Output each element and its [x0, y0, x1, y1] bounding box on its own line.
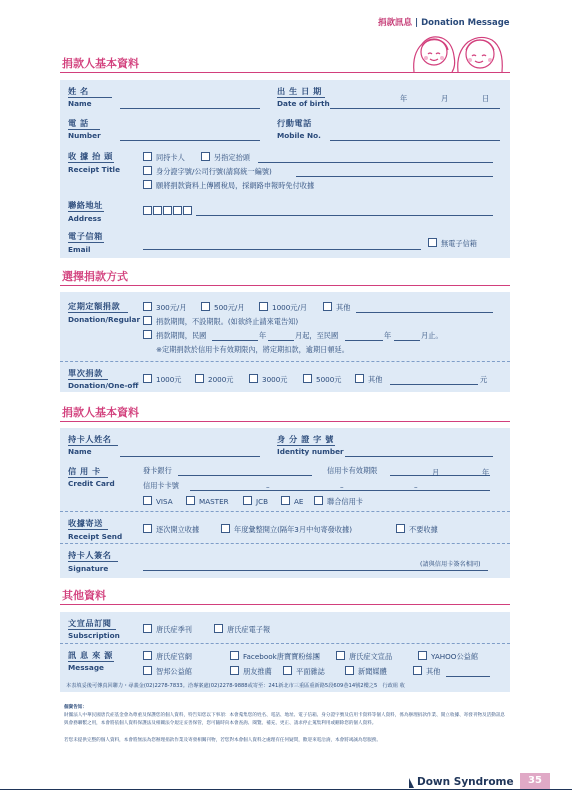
- section-divider-donor: [60, 72, 510, 73]
- mobile-field[interactable]: [330, 140, 500, 141]
- signature-label: 持卡人簽名: [68, 550, 112, 560]
- expiry-field[interactable]: [390, 475, 490, 476]
- footer-brand: Down Syndrome: [417, 776, 514, 788]
- once-3000-checkbox[interactable]: [249, 374, 258, 383]
- receipt-same-label: 同持卡人: [156, 153, 185, 162]
- issuing-bank-field[interactable]: [178, 475, 312, 476]
- mobile-label-en: Mobile No.: [277, 131, 321, 140]
- subscription-label-en: Subscription: [68, 631, 120, 640]
- cardholder-name-field[interactable]: [120, 456, 260, 457]
- union-card-label: 聯合信用卡: [327, 497, 363, 506]
- card-number-dash-1: –: [266, 482, 270, 491]
- period-end-month-unit: 月止。: [421, 331, 443, 340]
- jcb-label: JCB: [256, 497, 269, 506]
- mobile-label: 行動電話: [277, 118, 312, 128]
- name-label: 姓 名: [68, 86, 89, 96]
- cardholder-name-label: 持卡人姓名: [68, 434, 112, 444]
- email-label-en: Email: [68, 245, 91, 254]
- period-start-year-unit: 年: [259, 331, 267, 340]
- receipt-same-checkbox[interactable]: [143, 152, 152, 161]
- jcb-checkbox[interactable]: [243, 496, 252, 505]
- header-title-en: Donation Message: [421, 18, 510, 28]
- regular-other-field[interactable]: [356, 312, 493, 313]
- phone-field[interactable]: [120, 140, 260, 141]
- regular-note: ※定期捐款於信用卡有效期限內，將定期扣款，逾期日頓延。: [156, 345, 349, 354]
- section-title-cardholder: 捐款人基本資料: [62, 406, 139, 419]
- master-checkbox[interactable]: [186, 496, 195, 505]
- email-label-underline: [68, 242, 104, 243]
- postal-box-4[interactable]: [173, 206, 182, 215]
- id-number-label: 身 分 證 字 號: [277, 434, 334, 444]
- phone-label-underline: [68, 129, 100, 130]
- period-range-checkbox[interactable]: [143, 330, 152, 339]
- union-card-checkbox[interactable]: [314, 496, 323, 505]
- regular-1000-label: 1000元/月: [272, 303, 308, 312]
- period-start-year-field[interactable]: [212, 340, 258, 341]
- receipt-id-checkbox[interactable]: [143, 166, 152, 175]
- receipt-send-label-en: Receipt Send: [68, 532, 123, 541]
- section-divider-method: [60, 285, 510, 286]
- card-number-dash-3: –: [414, 482, 418, 491]
- source-other-checkbox[interactable]: [413, 666, 422, 675]
- signature-note: (請與信用卡簽名相同): [420, 561, 481, 568]
- once-label-en: Donation/One-off: [68, 381, 139, 390]
- phone-label: 電 話: [68, 118, 89, 128]
- regular-label: 定期定額捐款: [68, 301, 121, 311]
- section-title-method: 選擇捐款方式: [62, 270, 128, 283]
- id-number-label-en: Identity number: [277, 447, 344, 456]
- privacy-paragraph-2: 若您未提供完整的個人資料，本會將無法為您辦理捐款作業及寄發相關刊物，若您對本會個人資料之處理有任何疑問，歡迎來電洽詢，本會將竭誠為您服務。: [64, 738, 381, 743]
- period-start-month-unit: 月起，至民國: [295, 331, 339, 340]
- once-other-label: 其他: [368, 375, 383, 384]
- footer-mark-icon: [409, 778, 414, 788]
- receipt-annual-checkbox[interactable]: [221, 524, 230, 533]
- source-website-label: 唐氏症官網: [156, 652, 192, 661]
- once-1000-checkbox[interactable]: [143, 374, 152, 383]
- section-divider-other: [60, 604, 510, 605]
- receipt-none-checkbox[interactable]: [396, 524, 405, 533]
- other-divider: [60, 643, 510, 644]
- name-label-underline: [68, 97, 112, 98]
- once-5000-checkbox[interactable]: [303, 374, 312, 383]
- source-friend-checkbox[interactable]: [230, 666, 239, 675]
- source-friend-label: 朋友推薦: [243, 667, 272, 676]
- signature-label-underline: [68, 561, 118, 562]
- source-facebook-label: Facebook唐寶寶粉絲團: [243, 652, 320, 661]
- regular-label-underline: [68, 312, 128, 313]
- dob-year: 年: [400, 94, 408, 103]
- postal-box-3[interactable]: [163, 206, 172, 215]
- receipt-other-field[interactable]: [258, 162, 493, 163]
- dob-label-en: Date of birth: [277, 99, 330, 108]
- regular-other-label: 其他: [336, 303, 351, 312]
- footer-rule: [0, 789, 572, 790]
- message-source-label-en: Message: [68, 663, 104, 672]
- source-zhibang-checkbox[interactable]: [143, 666, 152, 675]
- address-label-underline: [68, 211, 104, 212]
- privacy-paragraph-1: 財團法人中華民國唐氏症基金會為尊重及保護您的個人資料，特告知您以下事項：本會蒐集您的姓名、電話、地址、電子信箱、身分證字號及信用卡資料等個人資料，係為辦理捐款作業、開立收據、寄發刊物及活動訊息與會務聯繫之用，本會將依個人資料保護法及相關法令規定妥善保管，您可隨時向本會查詢、閱覽、補充、更正、請求停止蒐集利用或刪除您的個人資料。: [64, 713, 506, 726]
- source-other-label: 其他: [426, 667, 441, 676]
- signature-label-en: Signature: [68, 564, 109, 573]
- id-number-field[interactable]: [345, 456, 493, 457]
- address-field[interactable]: [196, 215, 493, 216]
- regular-300-checkbox[interactable]: [143, 302, 152, 311]
- quarterly-checkbox[interactable]: [143, 624, 152, 633]
- expiry-month: 月: [432, 468, 440, 477]
- visa-checkbox[interactable]: [143, 496, 152, 505]
- signature-field[interactable]: [143, 570, 488, 571]
- receipt-none-label: 不要收據: [409, 525, 438, 534]
- once-2000-label: 2000元: [208, 375, 234, 384]
- regular-1000-checkbox[interactable]: [259, 302, 268, 311]
- source-news-label: 新聞媒體: [358, 667, 387, 676]
- period-end-year-field[interactable]: [345, 340, 383, 341]
- card-number-label: 信用卡卡號: [143, 481, 179, 490]
- once-2000-checkbox[interactable]: [195, 374, 204, 383]
- period-unlimited-checkbox[interactable]: [143, 316, 152, 325]
- card-divider-2: [60, 543, 510, 544]
- source-other-field[interactable]: [446, 676, 490, 677]
- expiry-label: 信用卡有效期限: [327, 466, 378, 475]
- no-email-checkbox[interactable]: [428, 238, 437, 247]
- dob-label-underline: [277, 97, 325, 98]
- postal-box-1[interactable]: [143, 206, 152, 215]
- expiry-year: 年: [482, 468, 490, 477]
- regular-500-checkbox[interactable]: [201, 302, 210, 311]
- receipt-tax-label: 願將捐款資料上傳國稅局，採網路申報時免付收據: [156, 181, 315, 190]
- receipt-other-label: 另指定抬頭: [214, 153, 250, 162]
- receipt-id-field[interactable]: [296, 176, 493, 177]
- source-website-checkbox[interactable]: [143, 651, 152, 660]
- regular-300-label: 300元/月: [156, 303, 187, 312]
- credit-card-label-underline: [68, 477, 108, 478]
- postal-box-5[interactable]: [183, 206, 192, 215]
- regular-other-checkbox[interactable]: [323, 302, 332, 311]
- email-field[interactable]: [143, 249, 421, 250]
- once-other-checkbox[interactable]: [355, 374, 364, 383]
- dolls-illustration-icon: [408, 28, 508, 74]
- page-number: 35: [520, 773, 550, 789]
- source-yahoo-checkbox[interactable]: [418, 651, 427, 660]
- source-leaflet-label: 唐氏症文宣品: [349, 652, 393, 661]
- receipt-other-checkbox[interactable]: [201, 152, 210, 161]
- subscription-label: 文宣品訂閱: [68, 618, 112, 628]
- no-email-label: 無電子信箱: [441, 239, 477, 248]
- header-separator: |: [415, 18, 419, 28]
- method-divider: [60, 361, 510, 362]
- receipt-title-label: 收 據 抬 頭: [68, 151, 113, 161]
- e-newsletter-label: 唐氏症電子報: [227, 625, 271, 634]
- once-label: 單次捐款: [68, 368, 103, 378]
- issuing-bank-label: 發卡銀行: [143, 466, 172, 475]
- source-magazine-label: 平面雜誌: [296, 667, 325, 676]
- card-divider-1: [60, 511, 510, 512]
- once-3000-label: 3000元: [262, 375, 288, 384]
- once-5000-label: 5000元: [316, 375, 342, 384]
- id-number-label-underline: [277, 445, 335, 446]
- cardholder-name-label-underline: [68, 445, 118, 446]
- ae-checkbox[interactable]: [281, 496, 290, 505]
- name-label-en: Name: [68, 99, 92, 108]
- master-label: MASTER: [199, 497, 229, 506]
- period-end-month-field[interactable]: [394, 340, 420, 341]
- period-start-month-field[interactable]: [268, 340, 294, 341]
- phone-label-en: Number: [68, 131, 101, 140]
- dob-day: 日: [482, 94, 490, 103]
- visa-label: VISA: [156, 497, 173, 506]
- receipt-each-label: 逐次開立收據: [156, 525, 200, 534]
- receipt-send-label: 收據寄送: [68, 518, 103, 528]
- message-source-label-underline: [68, 661, 114, 662]
- receipt-id-label: 身分證字號/公司行號(請寫統一編號): [156, 167, 272, 176]
- receipt-annual-label: 年度彙整開立(隔年3月中旬寄發收據): [234, 525, 352, 534]
- page-header: [378, 16, 510, 28]
- dob-label: 出 生 日 期: [277, 86, 322, 96]
- regular-500-label: 500元/月: [214, 303, 245, 312]
- receipt-send-label-underline: [68, 529, 108, 530]
- name-field[interactable]: [120, 108, 260, 109]
- dob-month: 月: [441, 94, 449, 103]
- once-other-unit: 元: [480, 375, 488, 384]
- cardholder-name-label-en: Name: [68, 447, 92, 456]
- period-end-year-unit: 年: [384, 331, 392, 340]
- address-label: 聯絡地址: [68, 200, 103, 210]
- credit-card-label: 信 用 卡: [68, 466, 101, 476]
- regular-label-en: Donation/Regular: [68, 315, 141, 324]
- source-magazine-checkbox[interactable]: [283, 666, 292, 675]
- source-leaflet-checkbox[interactable]: [336, 651, 345, 660]
- subscription-label-underline: [68, 629, 116, 630]
- quarterly-label: 唐氏症季刊: [156, 625, 192, 634]
- receipt-each-checkbox[interactable]: [143, 524, 152, 533]
- source-news-checkbox[interactable]: [345, 666, 354, 675]
- email-label: 電子信箱: [68, 231, 103, 241]
- credit-card-label-en: Credit Card: [68, 479, 115, 488]
- postal-box-2[interactable]: [153, 206, 162, 215]
- receipt-title-label-underline: [68, 162, 114, 163]
- section-title-donor: 捐款人基本資料: [62, 57, 139, 70]
- source-yahoo-label: YAHOO公益館: [431, 652, 479, 661]
- receipt-tax-checkbox[interactable]: [143, 180, 152, 189]
- section-divider-cardholder: [60, 421, 510, 422]
- address-label-en: Address: [68, 214, 102, 223]
- once-other-field[interactable]: [390, 384, 478, 385]
- period-unlimited-label: 捐款期間，不設期限。(如欲終止請來電告知): [156, 317, 299, 326]
- once-label-underline: [68, 379, 108, 380]
- source-facebook-checkbox[interactable]: [230, 651, 239, 660]
- section-title-other: 其他資料: [62, 589, 106, 602]
- privacy-title: 個資告知：: [64, 705, 87, 710]
- source-zhibang-label: 智邦公益館: [156, 667, 192, 676]
- ae-label: AE: [294, 497, 304, 506]
- card-number-dash-2: –: [340, 482, 344, 491]
- header-title-zh: 捐款訊息: [378, 18, 413, 28]
- once-1000-label: 1000元: [156, 375, 182, 384]
- message-source-label: 訊 息 來 源: [68, 650, 113, 660]
- receipt-title-label-en: Receipt Title: [68, 165, 121, 174]
- dob-field[interactable]: [330, 108, 500, 109]
- contact-info: 本表填妥後可傳真回聯力・尋義金(02)2278-7833。洽專案處(02)2278-9888或寄至：241新北市三重區重新路5段609巷14號2樓之5 行政組 收: [66, 683, 405, 689]
- e-newsletter-checkbox[interactable]: [214, 624, 223, 633]
- period-range-prefix: 捐款期間，民國: [156, 331, 207, 340]
